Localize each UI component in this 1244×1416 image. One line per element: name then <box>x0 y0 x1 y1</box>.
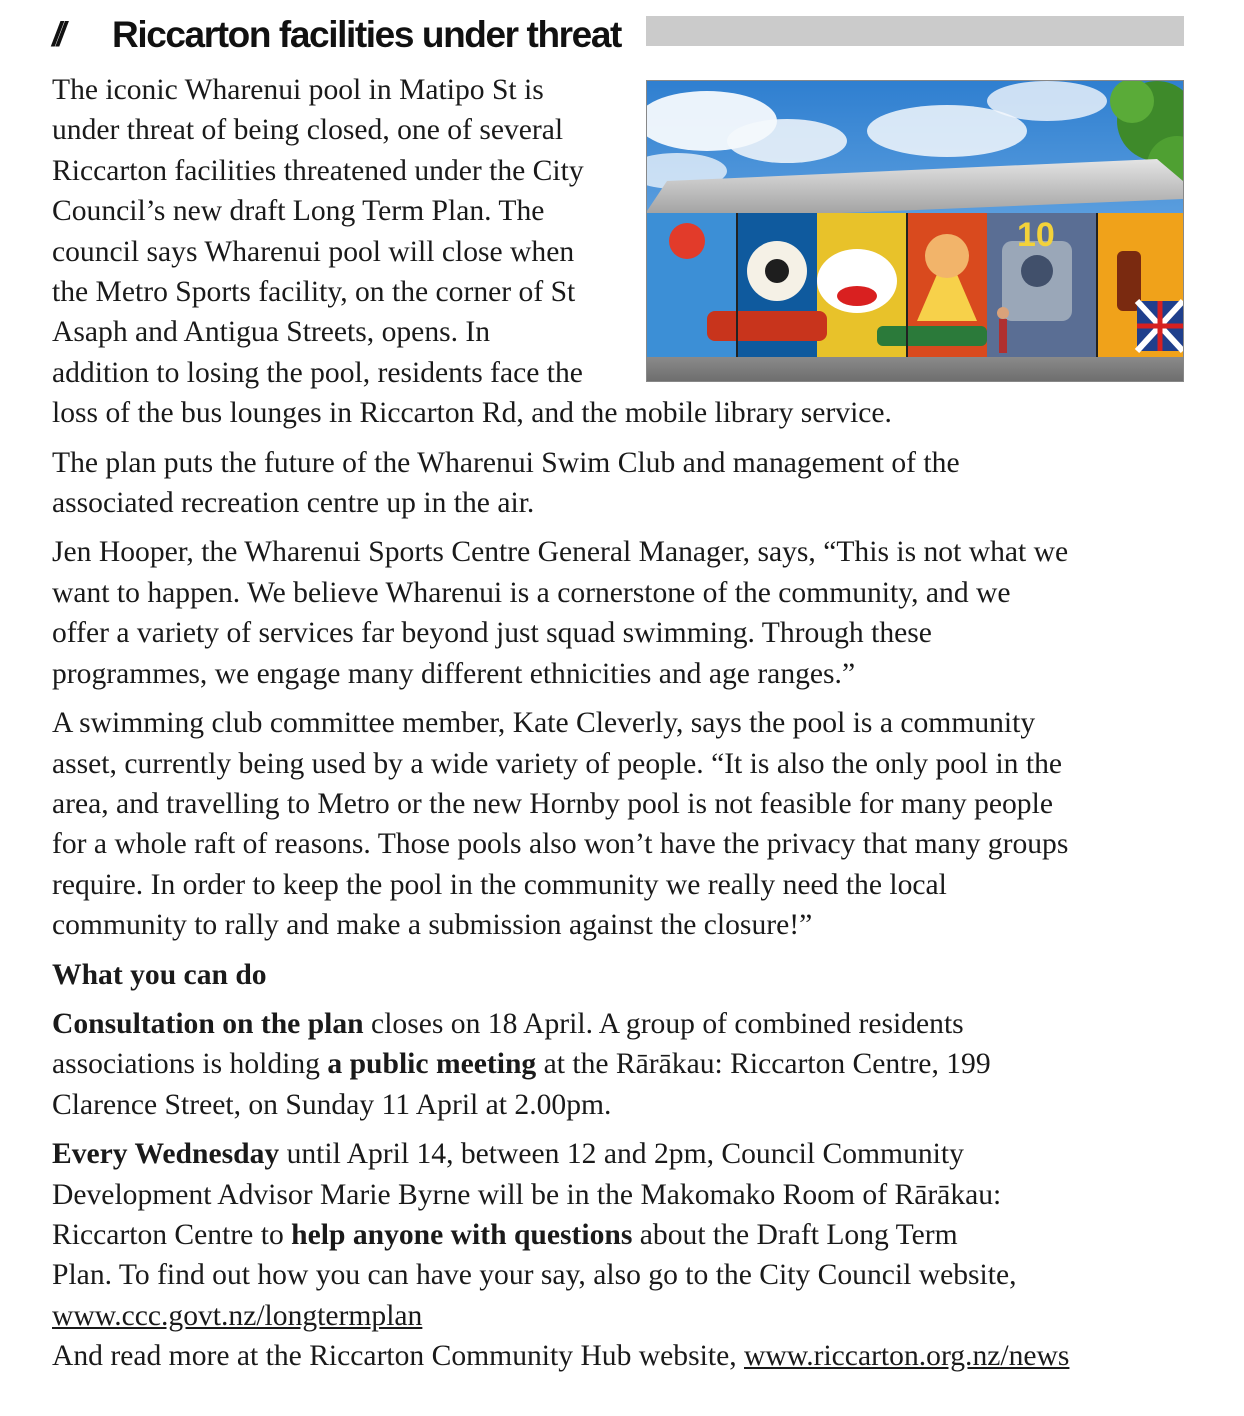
help-anyone-bold: help anyone with questions <box>291 1218 633 1251</box>
article-header <box>50 12 1184 62</box>
text-line: council says Wharenui pool will close when <box>52 235 575 268</box>
text-line: The plan puts the future of the Wharenui Swim Club and management of the <box>52 446 960 479</box>
public-meeting-bold: a public meeting <box>327 1048 537 1081</box>
text-line: under threat of being closed, one of several <box>52 114 564 147</box>
text-line: associated recreation centre up in the air. <box>52 487 535 520</box>
paragraph-3 <box>52 532 1186 694</box>
text-line: for a whole raft of reasons. Those pools also won’t have the privacy that many groups <box>52 828 1069 861</box>
text-line: Riccarton facilities threatened under the City <box>52 154 584 187</box>
paragraph-2 <box>52 443 1186 524</box>
text-run: And read more at the Riccarton Community Hub website, <box>52 1340 744 1373</box>
consultation-bold: Consultation on the plan <box>52 1007 364 1040</box>
text-line: Asaph and Antigua Streets, opens. In <box>52 316 491 349</box>
text-line <box>52 1296 1186 1336</box>
text-run: associations is holding <box>52 1048 328 1081</box>
text-line: Plan. To find out how you can have your say, also go to the City Council website, <box>52 1259 1017 1292</box>
text-line <box>52 1134 1186 1174</box>
text-line <box>52 1044 1186 1084</box>
text-line: A swimming club committee member, Kate Cleverly, says the pool is a community <box>52 707 1036 740</box>
text-line: loss of the bus lounges in Riccarton Rd, and the mobile library service. <box>52 397 892 430</box>
article-title: Riccarton facilities under threat <box>112 14 621 55</box>
ccc-longtermplan-link[interactable]: www.ccc.govt.nz/longtermplan <box>52 1299 423 1332</box>
header-marker: // <box>52 16 61 54</box>
title-rule-bar <box>646 16 1184 46</box>
text-line: programmes, we engage many different ethnicities and age ranges.” <box>52 657 856 690</box>
text-line <box>52 1336 1186 1376</box>
every-wednesday-bold: Every Wednesday <box>52 1138 280 1171</box>
text-line: area, and travelling to Metro or the new Hornby pool is not feasible for many people <box>52 787 1053 820</box>
text-run: closes on 18 April. A group of combined residents <box>363 1007 964 1040</box>
text-line <box>52 1004 1186 1044</box>
paragraph-every-wednesday <box>52 1134 1186 1376</box>
text-run: at the Rārākau: Riccarton Centre, 199 <box>536 1048 991 1081</box>
text-line: Jen Hooper, the Wharenui Sports Centre General Manager, says, “This is not what we <box>52 536 1069 569</box>
text-line: asset, currently being used by a wide variety of people. “It is also the only pool in the <box>52 747 1063 780</box>
text-run: Riccarton Centre to <box>52 1218 292 1251</box>
text-run: about the Draft Long Term <box>632 1218 958 1251</box>
text-line <box>52 1215 1186 1255</box>
article-body <box>52 70 1186 1386</box>
paragraph-consultation <box>52 1004 1186 1125</box>
text-line: The iconic Wharenui pool in Matipo St is <box>52 74 544 106</box>
text-line: addition to losing the pool, residents face the <box>52 356 583 389</box>
text-run: until April 14, between 12 and 2pm, Council Community <box>279 1138 964 1171</box>
text-line: require. In order to keep the pool in the community we really need the local <box>52 868 947 901</box>
text-line: want to happen. We believe Wharenui is a cornerstone of the community, and we <box>52 576 1011 609</box>
text-line: offer a variety of services far beyond just squad swimming. Through these <box>52 617 932 650</box>
riccarton-news-link[interactable]: www.riccarton.org.nz/news <box>744 1340 1070 1373</box>
text-line: the Metro Sports facility, on the corner of St <box>52 276 576 309</box>
text-line: Clarence Street, on Sunday 11 April at 2.00pm. <box>52 1088 612 1121</box>
text-line: community to rally and make a submission against the closure!” <box>52 909 813 942</box>
paragraph-4 <box>52 703 1186 945</box>
text-line: Council’s new draft Long Term Plan. The <box>52 195 545 228</box>
what-you-can-do-heading: What you can do <box>52 958 267 991</box>
mural-number: 10 <box>1017 216 1055 254</box>
paragraph-1 <box>52 70 1186 434</box>
text-line: Development Advisor Marie Byrne will be in the Makomako Room of Rārākau: <box>52 1178 1002 1211</box>
